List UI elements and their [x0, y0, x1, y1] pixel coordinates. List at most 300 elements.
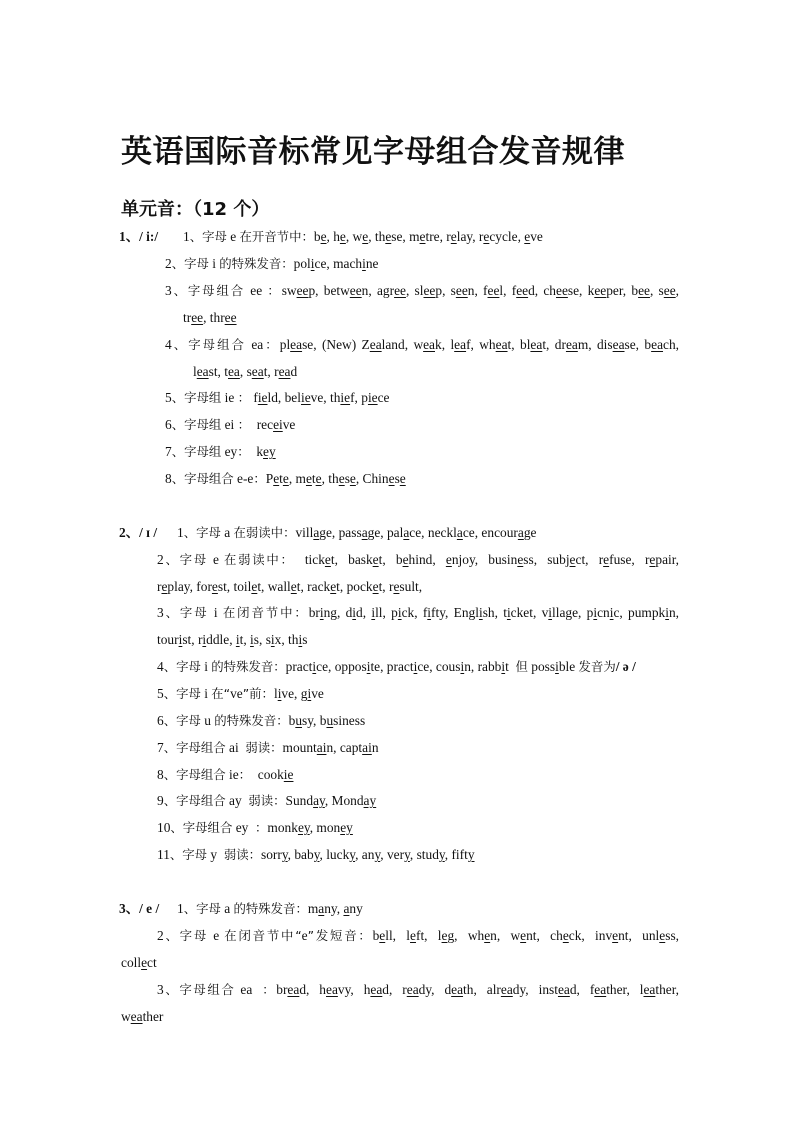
underlined-letters: i: [250, 632, 254, 647]
text-segment: , th: [321, 471, 339, 486]
underlined-letters: i: [501, 659, 506, 674]
rule-line-continued: [183, 309, 237, 327]
underlined-letters: e: [393, 579, 400, 594]
underlined-letters: ay: [313, 793, 325, 808]
text-segment: ss, subj: [523, 552, 570, 567]
text-segment: 4、字母组合 ea：pl: [165, 337, 291, 352]
underlined-letters: ee: [455, 283, 468, 298]
underlined-letters: e: [649, 552, 656, 567]
text-segment: 9、字母组合 ay 弱读：Sund: [157, 793, 314, 808]
text-segment: ve, th: [310, 390, 341, 405]
underlined-letters: i: [555, 659, 559, 674]
text-segment: 5、字母 i 在“ve”前：l: [157, 686, 278, 701]
underlined-letters: e: [320, 229, 327, 244]
section-heading: 单元音：（12 个）: [121, 199, 270, 220]
text-segment: 2、字母 e 在闭音节中“e”发短音：b: [157, 928, 380, 943]
underlined-letters: i: [362, 256, 366, 271]
underlined-letters: a: [343, 901, 350, 916]
underlined-letters: e: [251, 579, 258, 594]
underlined-letters: i: [312, 659, 317, 674]
underlined-letters: i: [277, 686, 282, 701]
underlined-letters: i: [427, 605, 432, 620]
underlined-letters: e: [520, 928, 527, 943]
text-segment: , Mond: [324, 793, 364, 808]
underlined-letters: ea: [530, 337, 543, 352]
text-segment: 1、字母 a 在弱读中：vill: [177, 525, 314, 540]
text-segment: se, m: [391, 229, 420, 244]
underlined-letters: e: [612, 928, 619, 943]
underlined-letters: y: [438, 847, 445, 862]
underlined-letters: ee: [594, 283, 607, 298]
text-segment: c, pumpk: [613, 605, 666, 620]
text-segment: nt, unl: [618, 928, 660, 943]
text-segment: , m: [288, 471, 306, 486]
underlined-letters: i: [366, 659, 371, 674]
underlined-letters: i: [397, 605, 402, 620]
text-segment: t, b: [378, 552, 403, 567]
underlined-letters: a: [318, 901, 325, 916]
underlined-letters: e: [603, 552, 610, 567]
underlined-letters: y: [374, 847, 381, 862]
text-segment: ddle,: [206, 632, 236, 647]
text-segment: 1、字母 a 的特殊发音：m: [177, 901, 319, 916]
text-segment: n, w: [490, 928, 521, 943]
underlined-letters: ea: [406, 982, 419, 997]
text-segment: ct, r: [575, 552, 604, 567]
text-segment: n, agr: [361, 283, 395, 298]
text-segment: d, h: [299, 982, 326, 997]
underlined-letters: ea: [130, 1009, 143, 1024]
underlined-letters: ea: [495, 337, 508, 352]
text-segment: vy, h: [337, 982, 371, 997]
text-segment: f, wh: [466, 337, 496, 352]
text-segment: s: [302, 632, 308, 647]
underlined-letters: e: [362, 229, 369, 244]
underlined-letters: ey: [297, 820, 310, 835]
text-segment: te, pract: [370, 659, 414, 674]
text-segment: t, r: [263, 364, 279, 379]
underlined-letters: i: [593, 605, 598, 620]
underlined-letters: ea: [454, 337, 467, 352]
underlined-letters: ee: [663, 283, 676, 298]
text-segment: n, capt: [326, 740, 363, 755]
underlined-letters: i: [548, 605, 553, 620]
text-segment: cket, v: [510, 605, 549, 620]
text-segment: se, (New) Z: [302, 337, 370, 352]
text-segment: dy, d: [418, 982, 452, 997]
rule-line-continued: [121, 1008, 163, 1026]
rule-line: [157, 739, 379, 757]
rule-line: [157, 927, 679, 945]
underlined-letters: ea: [423, 337, 435, 352]
underlined-letters: i: [202, 632, 207, 647]
underlined-letters: e: [385, 229, 392, 244]
underlined-letters: ee: [423, 283, 436, 298]
text-segment: 10、字母组合 ey ：monk: [157, 820, 298, 835]
underlined-letters: ea: [651, 337, 664, 352]
underlined-letters: u: [326, 713, 334, 728]
underlined-letters: e: [399, 471, 406, 486]
underlined-letters: ea: [287, 982, 300, 997]
underlined-letters: ea: [451, 982, 464, 997]
text-segment: 4、字母 i 的特殊发音：pract: [157, 659, 313, 674]
text-segment: ct: [147, 955, 157, 970]
text-segment: land, w: [381, 337, 424, 352]
text-segment: cycle,: [489, 229, 525, 244]
rule-line-continued: [157, 631, 307, 649]
text-segment: 11、字母 y 弱读：sorr: [157, 847, 282, 862]
underlined-letters: e: [290, 579, 297, 594]
text-segment: ble 发音为: [558, 659, 616, 674]
rule-line: [157, 658, 636, 676]
underlined-letters: e: [410, 928, 416, 943]
underlined-letters: e: [517, 552, 524, 567]
text-segment: ne: [365, 256, 379, 271]
text-segment: cn: [597, 605, 610, 620]
underlined-letters: e: [659, 928, 666, 943]
text-segment: njoy, busin: [451, 552, 518, 567]
underlined-letters: i: [478, 605, 483, 620]
rule-line: [157, 819, 353, 837]
underlined-letters: ee: [394, 283, 406, 298]
text-segment: ck, inv: [568, 928, 613, 943]
rule-line: [157, 766, 293, 784]
text-segment: coll: [121, 955, 142, 970]
rule-line: [165, 470, 406, 488]
rule-line: [165, 282, 679, 300]
text-segment: ce, mach: [314, 256, 363, 271]
underlined-letters: y: [404, 847, 410, 862]
text-segment: fuse, r: [609, 552, 650, 567]
text-segment: d, ch: [528, 283, 556, 298]
text-segment: dy, inst: [512, 982, 558, 997]
text-segment: ce, neckl: [409, 525, 457, 540]
underlined-letters: e: [305, 471, 312, 486]
underlined-letters: i: [235, 632, 240, 647]
text-segment: ld, bel: [267, 390, 301, 405]
text-segment: 3、字母 i 在闭音节中：br: [157, 605, 320, 620]
text-segment: / ə /: [615, 659, 636, 674]
text-segment: hind,: [408, 552, 446, 567]
underlined-letters: ee: [638, 283, 650, 298]
text-segment: t: [311, 471, 316, 486]
text-segment: per, b: [606, 283, 639, 298]
text-segment: , Chin: [355, 471, 389, 486]
underlined-letters: e: [419, 229, 426, 244]
underlined-letters: a: [456, 525, 463, 540]
underlined-letters: ei: [273, 417, 283, 432]
vowel-label: 1、/ i:/: [119, 229, 159, 244]
underlined-letters: e: [441, 928, 448, 943]
text-segment: ny: [349, 901, 363, 916]
text-segment: 8、字母组合 ie： cook: [157, 767, 284, 782]
text-segment: fty, Engl: [431, 605, 479, 620]
text-segment: t, r: [378, 579, 394, 594]
text-segment: g, wh: [447, 928, 485, 943]
text-segment: ve: [282, 417, 296, 432]
text-segment: 2、字母 e 在弱读中： tick: [157, 552, 325, 567]
underlined-letters: e: [388, 471, 395, 486]
underlined-letters: ea: [500, 982, 513, 997]
underlined-letters: ee: [487, 283, 500, 298]
rule-line: [165, 389, 390, 407]
text-segment: , fift: [444, 847, 468, 862]
text-segment: , thr: [203, 310, 225, 325]
text-segment: st, r: [182, 632, 203, 647]
underlined-letters: i: [319, 605, 324, 620]
underlined-letters: ie: [300, 390, 311, 405]
underlined-letters: e: [330, 579, 337, 594]
underlined-letters: e: [483, 229, 490, 244]
text-segment: st, t: [208, 364, 228, 379]
vowel-label: 2、/ ɪ /: [119, 525, 158, 540]
text-segment: lay, r: [456, 229, 484, 244]
text-segment: t, dr: [542, 337, 566, 352]
underlined-letters: ey: [263, 444, 276, 459]
text-segment: 7、字母组 ey： k: [165, 444, 264, 459]
text-segment: 3、字母组合 ea ：br: [157, 982, 288, 997]
underlined-letters: ee: [349, 283, 362, 298]
text-segment: ce, encour: [462, 525, 518, 540]
text-segment: , an: [355, 847, 375, 862]
text-segment: n, rabb: [464, 659, 502, 674]
text-segment: ,: [675, 283, 680, 298]
rule-line: [157, 551, 679, 569]
text-segment: ve: [311, 686, 324, 701]
underlined-letters: e: [445, 552, 452, 567]
text-segment: x, th: [274, 632, 299, 647]
text-segment: , ver: [380, 847, 405, 862]
underlined-letters: i: [665, 605, 669, 620]
text-segment: se, k: [567, 283, 595, 298]
text-segment: t 但 poss: [505, 659, 556, 674]
underlined-letters: ea: [643, 982, 656, 997]
underlined-letters: e: [273, 471, 280, 486]
text-segment: , stud: [409, 847, 439, 862]
underlined-letters: y: [313, 847, 320, 862]
underlined-letters: ee: [224, 310, 237, 325]
underlined-letters: e: [402, 552, 409, 567]
text-segment: ch,: [663, 337, 680, 352]
text-segment: llage, p: [552, 605, 594, 620]
text-segment: r: [157, 579, 162, 594]
rule-line-continued: [121, 954, 157, 972]
underlined-letters: i: [298, 632, 303, 647]
text-segment: p, betw: [308, 283, 350, 298]
text-segment: 3、字母组合 ee ：sw: [165, 283, 297, 298]
rule-line: [157, 981, 679, 999]
text-segment: ft, l: [415, 928, 442, 943]
text-segment: siness: [333, 713, 366, 728]
text-segment: t, rack: [296, 579, 331, 594]
text-segment: , s: [239, 364, 252, 379]
rule-line: [177, 900, 363, 918]
text-segment: 8、字母组合 e-e：P: [165, 471, 274, 486]
rule-line: [157, 604, 679, 622]
text-segment: 7、字母组合 ai 弱读：mount: [157, 740, 317, 755]
underlined-letters: i: [178, 632, 183, 647]
rule-line: [157, 712, 365, 730]
text-segment: tr: [183, 310, 192, 325]
underlined-letters: i: [506, 605, 511, 620]
text-segment: ge: [523, 525, 537, 540]
text-segment: p, s: [435, 283, 456, 298]
text-segment: nt, ch: [526, 928, 563, 943]
text-segment: , sl: [405, 283, 424, 298]
underlined-letters: e: [569, 552, 576, 567]
text-segment: , th: [368, 229, 386, 244]
text-segment: ge, pal: [367, 525, 404, 540]
text-segment: l: [193, 364, 197, 379]
underlined-letters: y: [467, 847, 475, 862]
text-segment: th, alr: [463, 982, 501, 997]
underlined-letters: ea: [557, 982, 570, 997]
underlined-letters: y: [281, 847, 288, 862]
underlined-letters: ey: [340, 820, 353, 835]
underlined-letters: ea: [251, 364, 264, 379]
rule-line-continued: [193, 363, 297, 381]
text-segment: ther: [142, 1009, 164, 1024]
text-segment: m, dis: [577, 337, 613, 352]
text-segment: ther,: [655, 982, 680, 997]
text-segment: t, pock: [336, 579, 373, 594]
underlined-letters: a: [313, 525, 320, 540]
rule-line-continued: [157, 578, 422, 596]
underlined-letters: ea: [370, 982, 383, 997]
rule-line: [157, 846, 475, 864]
rule-line: [157, 685, 324, 703]
underlined-letters: ea: [196, 364, 209, 379]
text-segment: d,: [356, 605, 372, 620]
text-segment: s: [344, 471, 350, 486]
vowel-label: 3、/ e /: [119, 901, 160, 916]
text-segment: ss,: [665, 928, 680, 943]
underlined-letters: i: [609, 605, 614, 620]
rule-line: [177, 524, 536, 542]
underlined-letters: ie: [367, 390, 378, 405]
underlined-letters: e: [349, 471, 356, 486]
text-segment: play, for: [167, 579, 212, 594]
text-segment: d, r: [382, 982, 407, 997]
underlined-letters: ee: [516, 283, 529, 298]
underlined-letters: u: [295, 713, 303, 728]
text-segment: ce: [377, 390, 390, 405]
underlined-letters: ea: [278, 364, 291, 379]
text-segment: k, l: [435, 337, 455, 352]
rule-line: [157, 792, 376, 810]
text-segment: t,: [239, 632, 251, 647]
text-segment: ck, f: [401, 605, 428, 620]
underlined-letters: e: [282, 471, 289, 486]
underlined-letters: i: [310, 256, 315, 271]
text-segment: d: [290, 364, 298, 379]
underlined-letters: ea: [290, 337, 303, 352]
text-segment: , h: [326, 229, 340, 244]
text-segment: ll, p: [375, 605, 398, 620]
underlined-letters: ie: [257, 390, 268, 405]
text-segment: ll, l: [385, 928, 411, 943]
text-segment: w: [121, 1009, 131, 1024]
text-segment: pair,: [655, 552, 680, 567]
text-segment: sult,: [399, 579, 423, 594]
underlined-letters: y: [349, 847, 356, 862]
text-segment: n: [371, 740, 379, 755]
underlined-letters: ee: [191, 310, 204, 325]
underlined-letters: ie: [283, 767, 294, 782]
text-segment: ng, d: [323, 605, 353, 620]
underlined-letters: i: [270, 632, 275, 647]
underlined-letters: ea: [594, 982, 607, 997]
text-segment: ve: [530, 229, 543, 244]
underlined-letters: ai: [316, 740, 327, 755]
underlined-letters: ie: [340, 390, 351, 405]
underlined-letters: ea: [369, 337, 382, 352]
text-segment: l, f: [499, 283, 517, 298]
text-segment: ce, cous: [417, 659, 461, 674]
text-segment: 1、字母 e 在开音节中：: [183, 229, 314, 244]
rule-line: [165, 416, 295, 434]
underlined-letters: a: [403, 525, 410, 540]
text-segment: , s: [649, 283, 664, 298]
underlined-letters: ee: [296, 283, 309, 298]
underlined-letters: e: [211, 579, 218, 594]
text-segment: ce, oppos: [316, 659, 367, 674]
underlined-letters: e: [339, 229, 346, 244]
underlined-letters: e: [372, 579, 379, 594]
text-segment: se, b: [624, 337, 652, 352]
text-segment: 5、字母组 ie ： f: [165, 390, 258, 405]
underlined-letters: e: [379, 928, 386, 943]
underlined-letters: i: [371, 605, 376, 620]
text-segment: ther, l: [606, 982, 644, 997]
text-segment: 6、字母 u 的特殊发音：b: [157, 713, 296, 728]
text-segment: 2、字母 i 的特殊发音：pol: [165, 256, 311, 271]
text-segment: sh, t: [482, 605, 507, 620]
underlined-letters: e: [372, 552, 379, 567]
underlined-letters: i: [307, 686, 312, 701]
underlined-letters: ay: [363, 793, 377, 808]
underlined-letters: e: [161, 579, 168, 594]
rule-line: [165, 255, 378, 273]
text-segment: st, toil: [217, 579, 252, 594]
text-segment: n,: [668, 605, 680, 620]
text-segment: t: [279, 471, 283, 486]
page-title: 英语国际音标常见字母组合发音规律: [121, 134, 625, 170]
text-segment: t, bl: [507, 337, 531, 352]
text-segment: , bab: [287, 847, 314, 862]
text-segment: , mon: [309, 820, 341, 835]
text-segment: f, p: [350, 390, 368, 405]
underlined-letters: ea: [227, 364, 240, 379]
text-segment: t, wall: [257, 579, 291, 594]
underlined-letters: e: [141, 955, 148, 970]
text-segment: b: [313, 229, 321, 244]
text-segment: , luck: [319, 847, 350, 862]
rule-line: [183, 228, 543, 246]
underlined-letters: e: [315, 471, 322, 486]
text-segment: t, bask: [330, 552, 373, 567]
underlined-letters: e: [324, 552, 331, 567]
text-segment: tour: [157, 632, 179, 647]
text-segment: tre, r: [425, 229, 451, 244]
underlined-letters: e: [450, 229, 457, 244]
underlined-letters: e: [484, 928, 491, 943]
text-segment: sy, b: [302, 713, 327, 728]
underlined-letters: ea: [612, 337, 625, 352]
underlined-letters: e: [338, 471, 345, 486]
text-segment: ge, pass: [319, 525, 362, 540]
underlined-letters: ai: [362, 740, 372, 755]
